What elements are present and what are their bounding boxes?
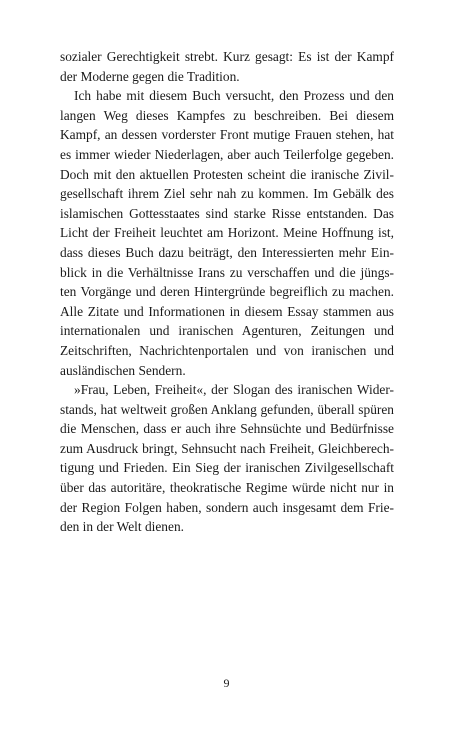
text-line: der Moderne gegen die Tradition.: [60, 68, 240, 84]
text-line: Ich habe mit diesem Buch versucht, den Prozess und den: [74, 88, 394, 104]
text-line: die Menschen, dass er auch ihre Sehnsüchte und Bedürfnisse: [60, 421, 394, 437]
text-line: sozialer Gerechtigkeit strebt. Kurz gesagt: Es ist der Kampf: [60, 49, 394, 64]
text-line: Alle Zitate und Informationen in diesem Essay stammen aus: [60, 303, 394, 319]
text-line: Zeitschriften, Nachrichtenportalen und von iranischen und: [60, 342, 394, 358]
text-line: dass dieses Buch dazu beiträgt, den Interessierten mehr Ein-: [60, 244, 394, 260]
text-line: gesellschaft ihrem Ziel sehr nah zu kommen. Im Gebälk des: [60, 186, 394, 202]
text-line: tigung und Frieden. Ein Sieg der iranischen Zivilgesellschaft: [60, 460, 394, 476]
text-line: Licht der Freiheit leuchtet am Horizont. Meine Hoffnung ist,: [60, 225, 394, 241]
body-text: [60, 47, 394, 537]
page-number: 9: [223, 676, 230, 690]
text-line: blick in die Verhältnisse Irans zu verschaffen und die jüngs-: [60, 264, 394, 280]
text-line: Kampf, an dessen vorderster Front mutige Frauen stehen, hat: [60, 127, 394, 143]
text-line: ten Vorgänge und deren Hintergründe begreiflich zu machen.: [60, 284, 394, 300]
text-line: über das autoritäre, theokratische Regime würde nicht nur in: [60, 480, 394, 496]
text-line: internationalen und iranischen Agenturen, Zeitungen und: [60, 323, 394, 339]
text-line: »Frau, Leben, Freiheit«, der Slogan des iranischen Wider-: [74, 382, 394, 398]
text-line: stands, hat weltweit großen Anklang gefunden, überall spüren: [60, 401, 394, 417]
text-line: der Region Folgen haben, sondern auch insgesamt dem Frie-: [60, 499, 394, 515]
text-line: langen Weg dieses Kampfes zu beschreiben. Bei diesem: [60, 107, 394, 123]
text-line: es immer wieder Niederlagen, aber auch Teilerfolge gegeben.: [60, 146, 394, 162]
text-line: zum Ausdruck bringt, Sehnsucht nach Freiheit, Gleichberech-: [60, 440, 394, 456]
text-line: islamischen Gottesstaates sind starke Risse entstanden. Das: [60, 205, 394, 221]
text-line: den in der Welt dienen.: [60, 519, 184, 535]
text-line: ausländischen Sendern.: [60, 362, 186, 378]
text-line: Doch mit den aktuellen Protesten scheint die iranische Zivil-: [60, 166, 394, 182]
